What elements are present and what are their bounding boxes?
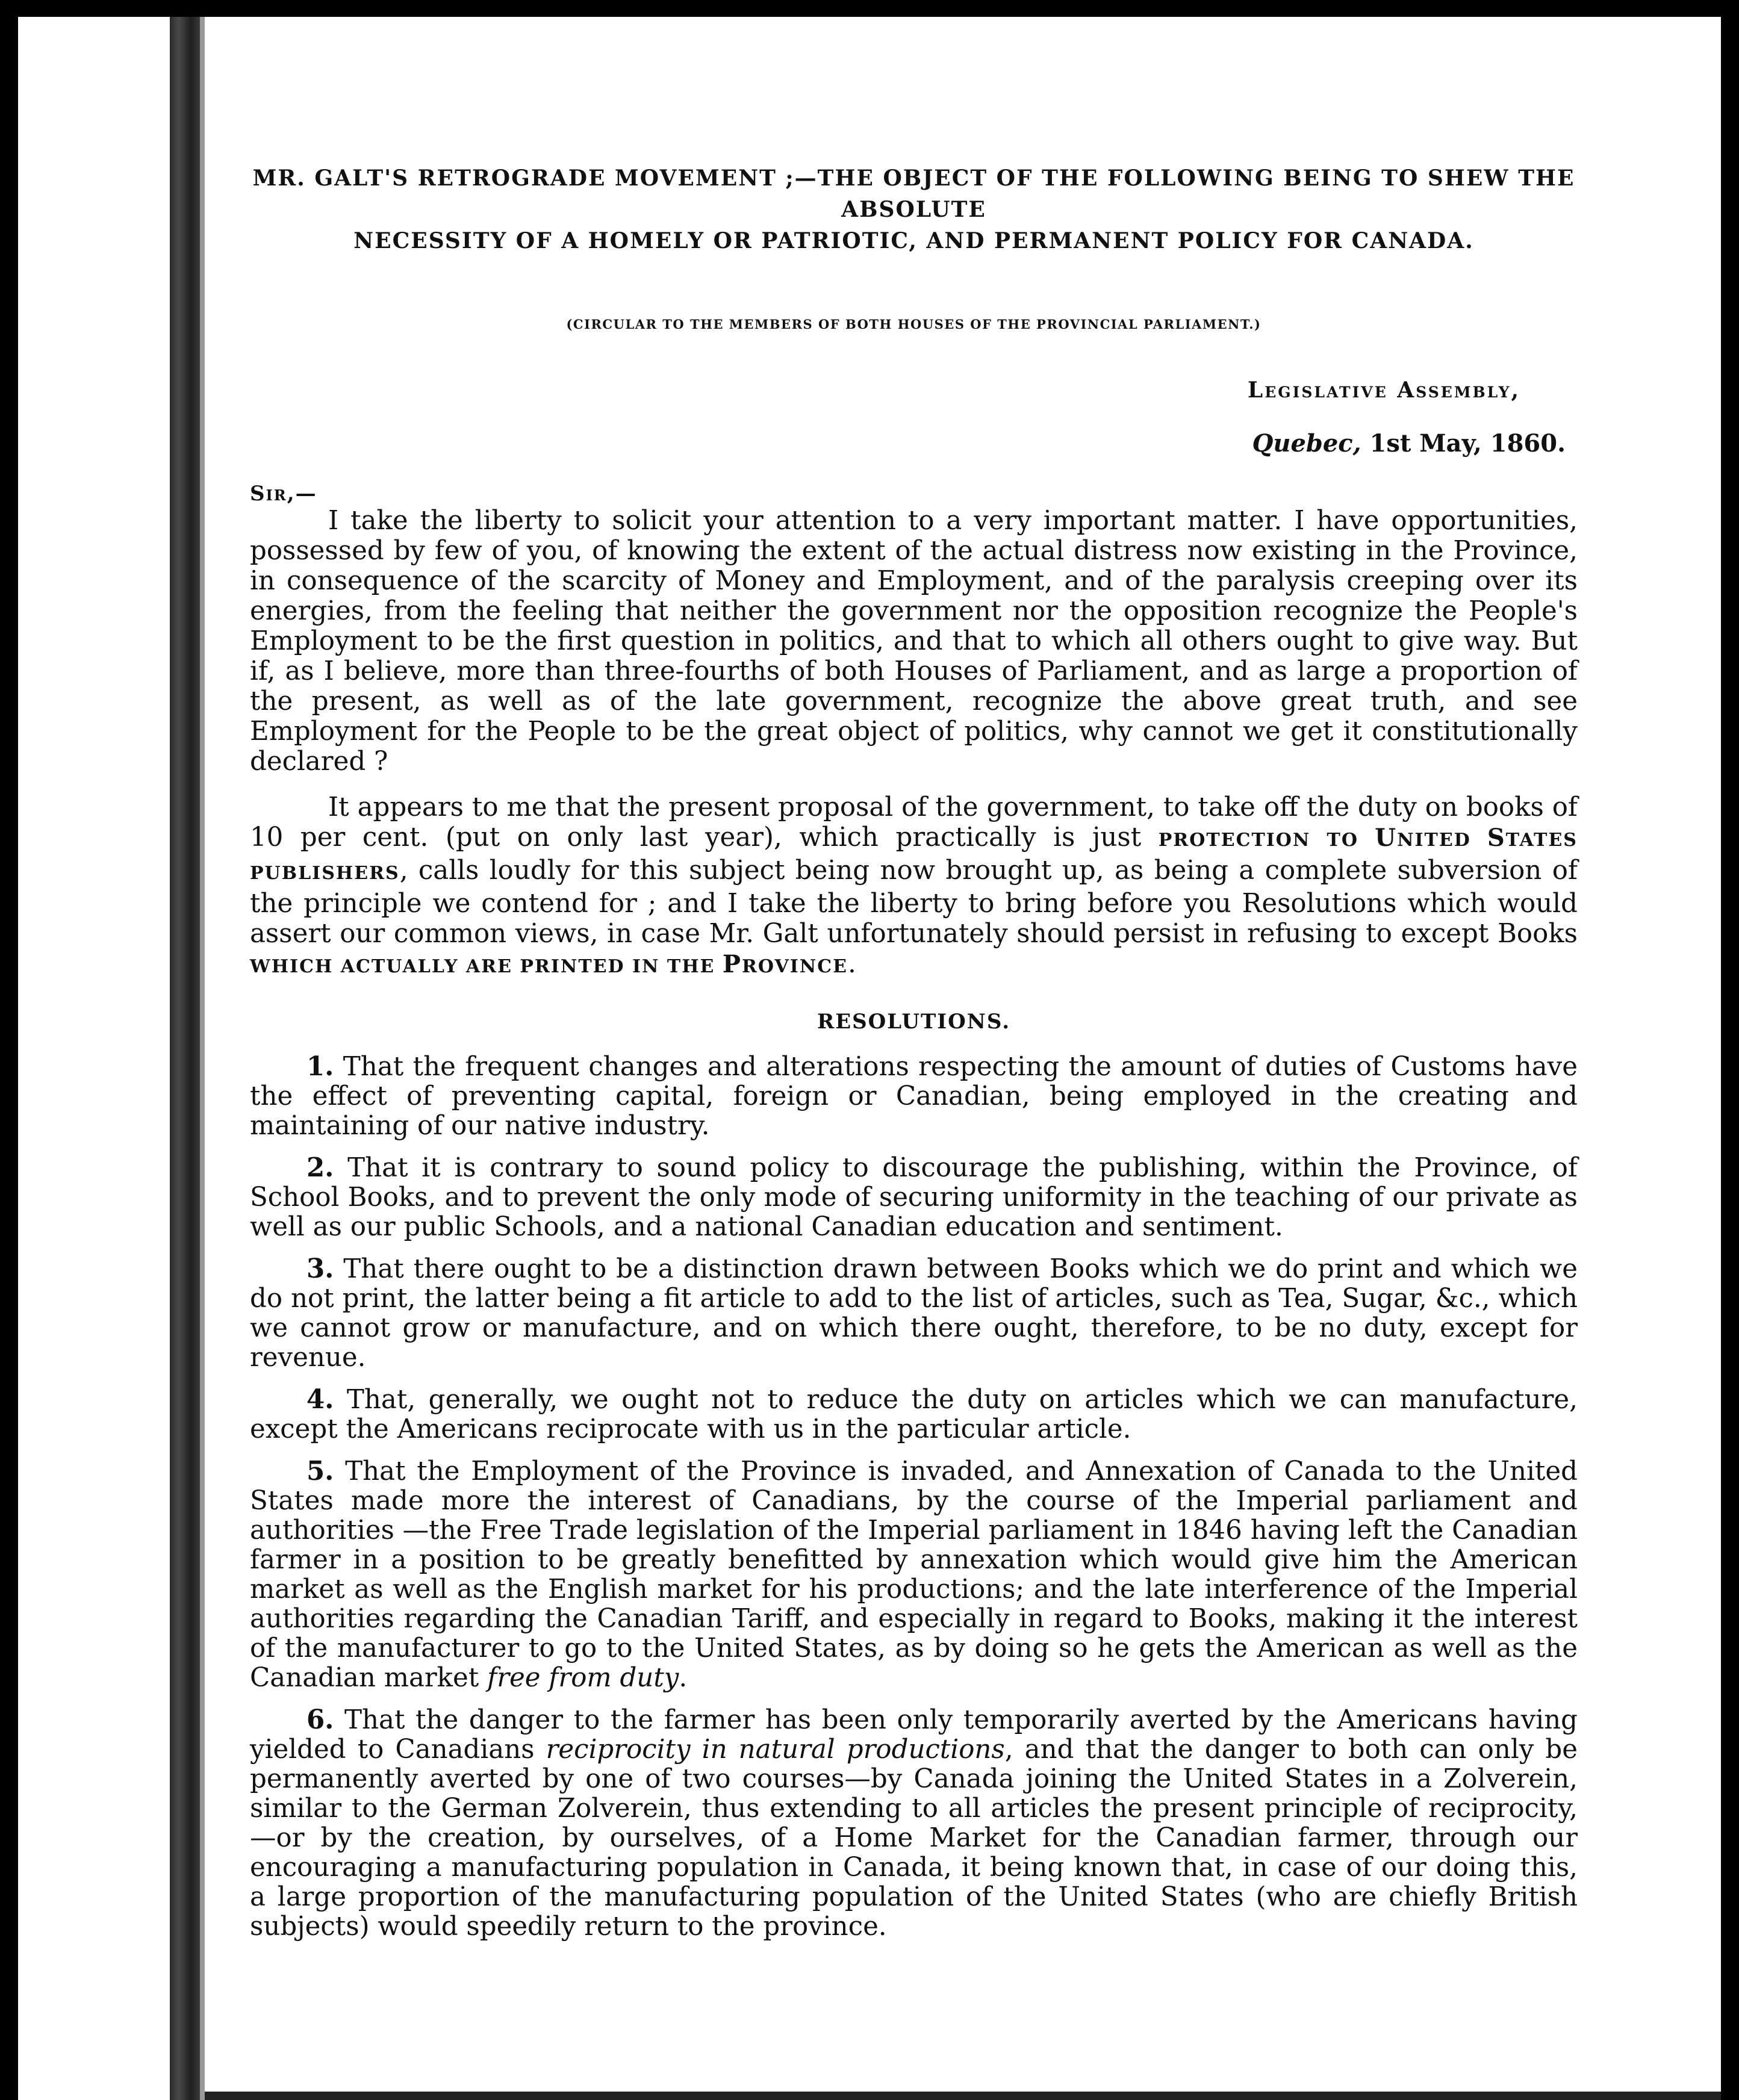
resolution-number: 4.: [306, 1384, 334, 1415]
document-title: [250, 163, 1578, 256]
sc2-part-a: WHICH ACTUALLY ARE PRINTED IN THE: [250, 956, 723, 977]
resolution-number: 6.: [306, 1704, 334, 1735]
scan-border-bottom: [205, 2092, 1721, 2100]
scan-border-left: [0, 0, 18, 2100]
salutation-text: Sir,—: [250, 482, 317, 506]
salutation: [250, 482, 1578, 506]
sc1-cap-s: S: [1487, 824, 1506, 852]
p2-smallcaps-2: [250, 950, 848, 978]
resolution-number: 1.: [306, 1051, 334, 1082]
resolution-text: That the frequent changes and alterations respecting the amount of duties of Customs have the effect of preventing capital, foreign or Canadian, being employed in the creating and maintaining of our native industry.: [250, 1052, 1578, 1141]
resolution-4: [250, 1385, 1578, 1444]
p2-end: .: [847, 949, 856, 979]
p2-text-a: It appears to me that the present proposal of the government, to take off the duty on books of 10 per cent. (put on only last year), which practically is just: [250, 792, 1578, 853]
resolution-2: [250, 1153, 1578, 1242]
date-day: 1st May, 1860.: [1361, 429, 1566, 458]
resolution-text: That the Employment of the Province is invaded, and Annexation of Canada to the United States made more the interest of Canadians, by the course of the Imperial parliament and authorities —the Free Trade legislation of the Imperial parliament in 1846 having left the Canadian farmer in a position to be greatly benefitted by annexation which would give him the American market as well as the English market for his productions; and the late interference of the Imperial authorities regarding the Canadian Tariff, and especially in regard to Books, making it the interest of the manufacturer to go to the United States, as by doing so he gets the American as well as the Canadian market: [250, 1456, 1578, 1693]
title-line-1: MR. GALT'S RETROGRADE MOVEMENT ;—THE OBJECT OF THE FOLLOWING BEING TO SHEW THE ABSOLUTE: [252, 166, 1575, 222]
sc1-part-c: TATES PUBLISHERS: [250, 830, 1578, 884]
sc2-part-b: ROVINCE: [741, 956, 848, 977]
resolution-6: [250, 1705, 1578, 1942]
letter-date: [250, 429, 1578, 458]
scan-border-top: [12, 0, 1739, 17]
resolution-italic: reciprocity in natural productions: [546, 1735, 1005, 1765]
circular-subtitle: (CIRCULAR TO THE MEMBERS OF BOTH HOUSES OF THE PROVINCIAL PARLIAMENT.): [566, 317, 1261, 332]
sc2-cap-p: P: [722, 950, 742, 978]
sc1-cap-u: U: [1375, 824, 1398, 852]
resolution-number: 3.: [306, 1253, 334, 1284]
resolution-number: 5.: [306, 1456, 334, 1486]
resolution-text-end: , and that the danger to both can only be permanently averted by one of two courses—by Canada joining the United States in a Zolverein, similar to the German Zolverein, thus extending to all articles the present principle of reciprocity,—or by the creation, by ourselves, of a Home Market for the Canadian farmer, through our encouraging a manufacturing population in Canada, it being known that, in case of our doing this, a large proportion of the manufacturing population of the United States (who are chiefly British subjects) would speedily return to the province.: [250, 1735, 1578, 1942]
document-page: [250, 163, 1578, 1954]
scan-border-right: [1721, 0, 1739, 2100]
assembly-name: Legislative Assembly,: [1247, 377, 1520, 403]
resolution-number: 2.: [306, 1152, 334, 1183]
resolution-text: That there ought to be a distinction drawn between Books which we do print and which we do not print, the latter being a fit article to add to the list of articles, such as Tea, Sugar, &c., which we cannot grow or manufacture, and on which there ought, therefore, to be no duty, except for revenue.: [250, 1254, 1578, 1373]
p2-text-b: , calls loudly for this subject being now brought up, as being a complete subversion of the principle we contend for ; and I take the liberty to bring before you Resolutions which would assert our common views, in case Mr. Galt unfortunately should persist in refusing to except Books: [250, 856, 1578, 949]
page-edge: [200, 17, 205, 2100]
resolution-text: That, generally, we ought not to reduce the duty on articles which we can manufacture, except the Americans reciprocate with us in the particular article.: [250, 1385, 1578, 1444]
sc1-part-b: NITED: [1397, 830, 1487, 851]
resolution-italic: free from duty: [487, 1663, 679, 1693]
sc1-part-a: PROTECTION TO: [1158, 830, 1375, 851]
resolution-text: That it is contrary to sound policy to discourage the publishing, within the Province, of School Books, and to prevent the only mode of securing uniformity in the teaching of our private as well as our public Schools, and a national Canadian education and sentiment.: [250, 1153, 1578, 1242]
resolution-1: [250, 1052, 1578, 1141]
resolution-5: [250, 1456, 1578, 1693]
book-spine-shadow: [170, 17, 200, 2100]
resolutions-heading: RESOLUTIONS.: [817, 1010, 1011, 1034]
date-place: Quebec,: [1252, 429, 1361, 458]
resolution-text-end: .: [679, 1663, 688, 1693]
resolution-3: [250, 1254, 1578, 1373]
letter-paragraph-2: [250, 792, 1578, 982]
dateline-assembly: [250, 377, 1578, 403]
letter-paragraph-1: I take the liberty to solicit your attention to a very important matter. I have opportunities, possessed by few of you, of knowing the extent of the actual distress now existing in the Province, in consequence of the scarcity of Money and Employment, and of the paralysis creeping over its energies, from the feeling that neither the government nor the opposition recognize the People's Employment to be the first question in politics, and that to which all others ought to give way. But if, as I believe, more than three-fourths of both Houses of Parliament, and as large a proportion of the present, as well as of the late government, recognize the above great truth, and see Employment for the People to be the great object of politics, why cannot we get it constitutionally declared ?: [250, 506, 1578, 777]
title-line-2: NECESSITY OF A HOMELY OR PATRIOTIC, AND PERMANENT POLICY FOR CANADA.: [353, 228, 1474, 253]
resolution-text: That the danger to the farmer has been only temporarily averted by the Americans having yielded to Canadians: [250, 1705, 1578, 1765]
